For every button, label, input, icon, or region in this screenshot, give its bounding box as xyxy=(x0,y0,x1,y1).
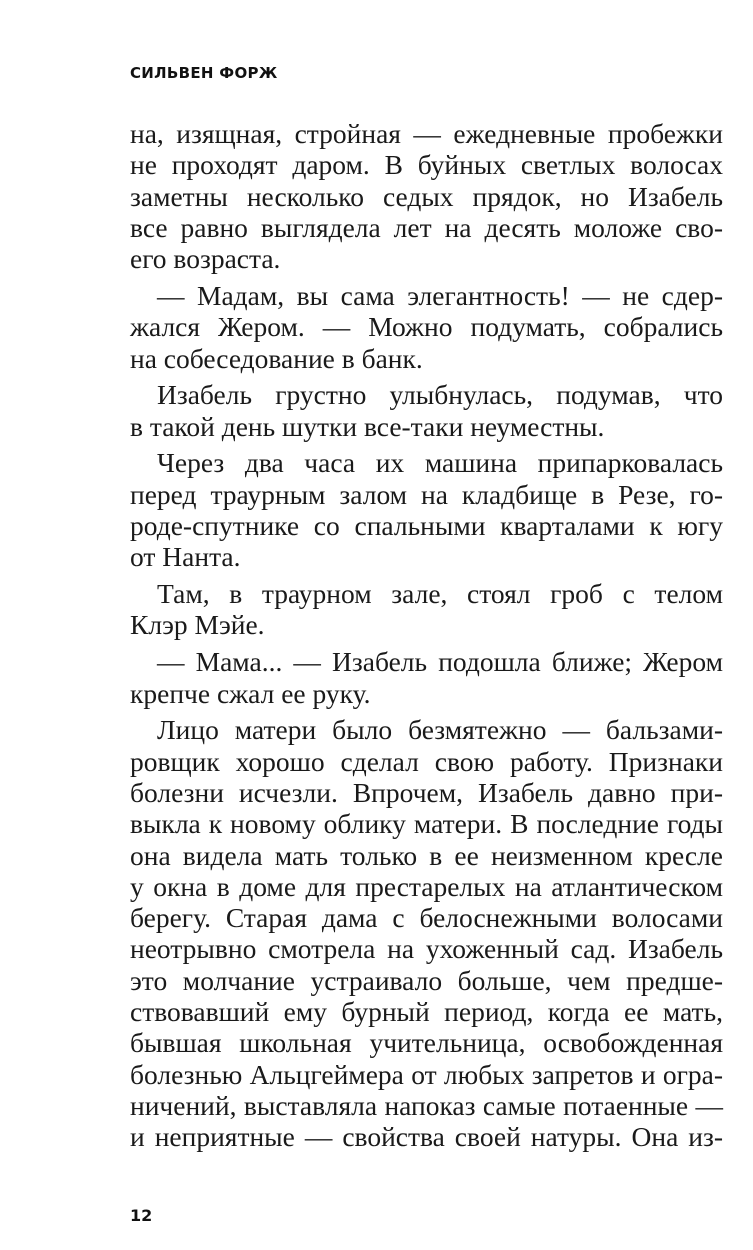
text-line: крепче сжал ее руку. xyxy=(130,677,371,709)
text-line: заметны несколько седых прядок, но Изабель xyxy=(130,180,723,212)
text-line: от Нанта. xyxy=(130,541,241,573)
paragraph-4 xyxy=(130,447,723,572)
paragraph-2 xyxy=(130,280,723,374)
body-text xyxy=(130,118,723,1153)
paragraph-1 xyxy=(130,118,723,274)
text-line: все равно выглядела лет на десять моложе сво- xyxy=(130,211,723,243)
text-line: болезнью Альцгеймера от любых запретов и огра- xyxy=(130,1058,723,1090)
text-line: неотрывно смотрела на ухоженный сад. Изабель xyxy=(130,933,723,965)
text-line: и неприятные — свойства своей натуры. Она из- xyxy=(130,1121,723,1153)
text-line: Клэр Мэйе. xyxy=(130,609,265,641)
text-line: роде-спутнике со спальными кварталами к югу xyxy=(130,510,723,542)
text-line: бывшая школьная учительница, освобожденная xyxy=(130,1027,723,1059)
running-head: СИЛЬВЕН ФОРЖ xyxy=(130,64,278,82)
text-line: Изабель грустно улыбнулась, подумав, что xyxy=(157,379,723,411)
text-line: на собеседование в банк. xyxy=(130,342,423,374)
text-line: — Мама... — Изабель подошла ближе; Жером xyxy=(157,646,723,678)
text-line: не проходят даром. В буйных светлых волосах xyxy=(130,149,723,181)
text-line: выкла к новому облику матери. В последние годы xyxy=(130,808,723,840)
paragraph-7 xyxy=(130,714,723,1152)
text-line: его возраста. xyxy=(130,243,281,275)
paragraph-3 xyxy=(130,379,723,442)
text-line: перед траурным залом на кладбище в Резе, го- xyxy=(130,478,723,510)
page-number: 12 xyxy=(130,1206,153,1225)
text-line: болезни исчезли. Впрочем, Изабель давно при- xyxy=(130,776,723,808)
text-line: она видела мать только в ее неизменном кресле xyxy=(130,839,723,871)
text-line: у окна в доме для престарелых на атлантическом xyxy=(130,870,723,902)
text-line: ничений, выставляла напоказ самые потаенные — xyxy=(130,1089,723,1121)
text-line: Лицо матери было безмятежно — бальзами- xyxy=(157,714,723,746)
paragraph-6 xyxy=(130,646,723,709)
text-line: Там, в траурном зале, стоял гроб с телом xyxy=(157,578,723,610)
text-line: Через два часа их машина припарковалась xyxy=(157,447,723,479)
text-line: ровщик хорошо сделал свою работу. Признаки xyxy=(130,745,723,777)
text-line: жался Жером. — Можно подумать, собрались xyxy=(130,311,723,343)
text-line: на, изящная, стройная — ежедневные пробежки xyxy=(130,118,723,149)
paragraph-5 xyxy=(130,578,723,641)
text-line: берегу. Старая дама с белоснежными волосами xyxy=(130,902,723,934)
text-line: в такой день шутки все-таки неуместны. xyxy=(130,410,605,442)
text-line: ствовавший ему бурный период, когда ее мать, xyxy=(130,996,723,1028)
text-line: это молчание устраивало больше, чем предше- xyxy=(130,964,723,996)
text-line: — Мадам, вы сама элегантность! — не сдер- xyxy=(157,279,723,311)
